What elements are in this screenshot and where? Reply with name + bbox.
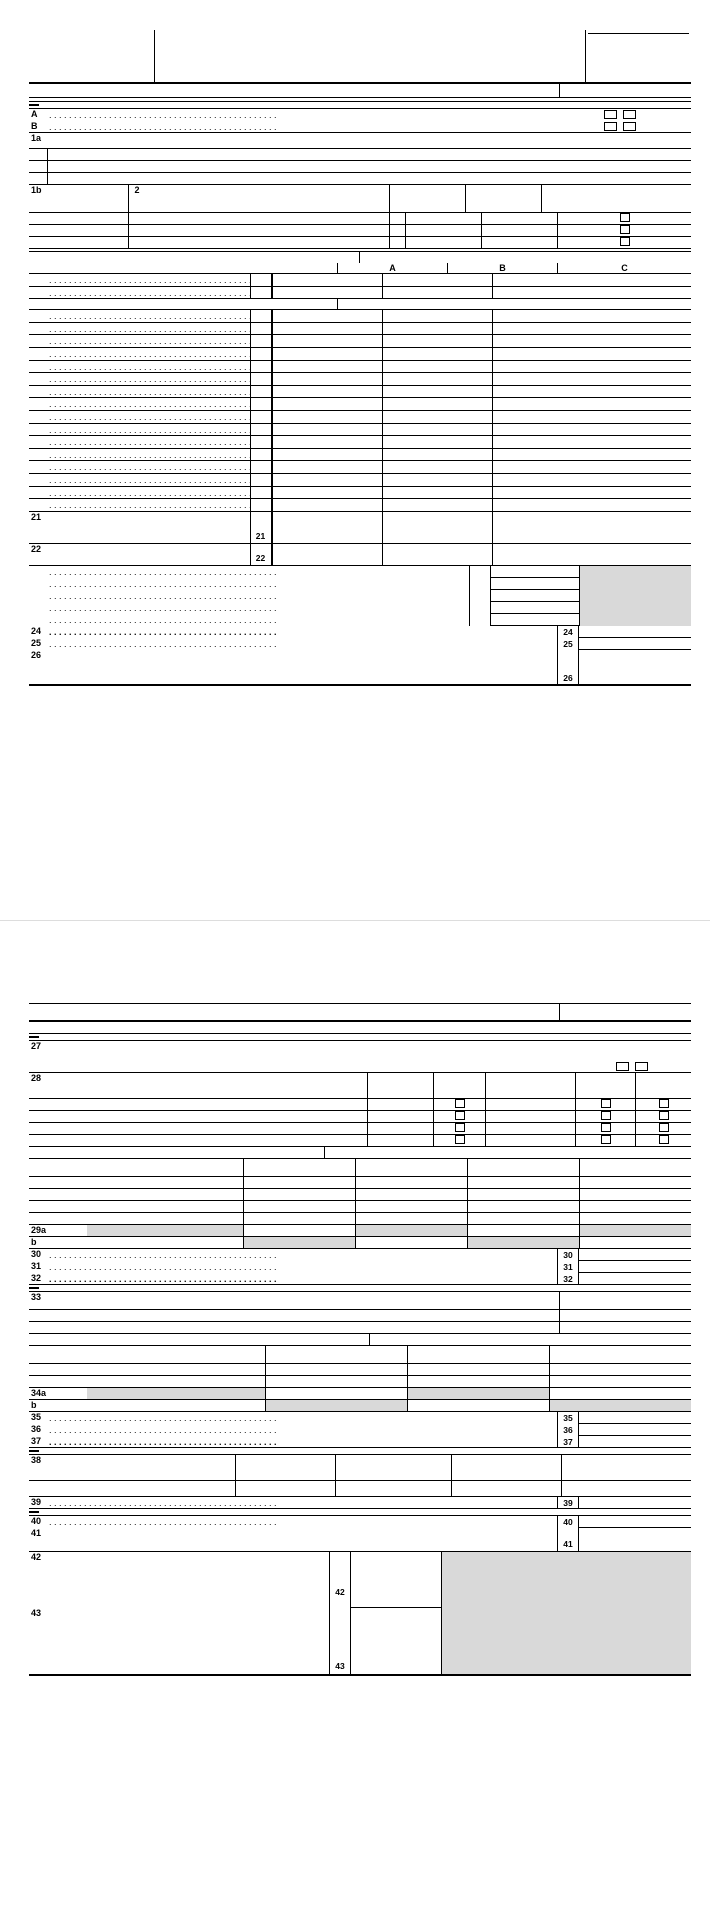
line-16-a[interactable]	[272, 449, 382, 461]
amount-input[interactable]	[265, 1376, 407, 1387]
line-22-a[interactable]	[272, 544, 382, 565]
line-b-no-checkbox[interactable]	[623, 122, 636, 131]
form-id-block	[29, 30, 155, 82]
line-43: 43 43	[29, 1608, 691, 1676]
line-33-row	[29, 1310, 691, 1322]
line-15-b[interactable]	[382, 436, 492, 448]
form-header	[29, 30, 691, 84]
line-28-row	[29, 1099, 691, 1111]
amount-input[interactable]	[467, 1177, 579, 1188]
not-at-risk-checkbox[interactable]	[659, 1111, 669, 1120]
foreign-partnership-checkbox[interactable]	[455, 1099, 465, 1108]
totals-row: 34a	[29, 1388, 691, 1400]
line-31-amount[interactable]	[579, 1261, 691, 1273]
partnership-name-input[interactable]	[47, 1111, 367, 1122]
line-35: 35 . . . 35	[29, 1412, 691, 1424]
line-22-c[interactable]	[492, 544, 692, 565]
line-17-a[interactable]	[272, 461, 382, 473]
part2-header	[29, 1034, 691, 1041]
amount-input[interactable]	[243, 1189, 355, 1200]
part3-columns-header	[29, 1346, 691, 1364]
total-input[interactable]	[87, 1400, 265, 1411]
line-33-header: 33	[29, 1292, 691, 1310]
line-38-income[interactable]	[561, 1481, 691, 1496]
amount-input[interactable]	[579, 1213, 691, 1224]
total-input	[467, 1237, 579, 1248]
line-19	[29, 487, 691, 500]
line-17-c[interactable]	[492, 461, 692, 473]
line-17-b[interactable]	[382, 461, 492, 473]
total-input[interactable]	[243, 1225, 355, 1236]
basis-computation-checkbox[interactable]	[601, 1099, 611, 1108]
line-38-excess[interactable]	[335, 1481, 451, 1496]
line-8-b[interactable]	[382, 348, 492, 360]
line-11-a[interactable]	[272, 386, 382, 398]
income-header: A B C	[29, 263, 691, 274]
total-input	[87, 1225, 243, 1236]
line-32: 32 . . . 32	[29, 1273, 691, 1285]
line-30: 30 . . . 30	[29, 1249, 691, 1261]
line-9-b[interactable]	[382, 361, 492, 373]
line-18-a[interactable]	[272, 474, 382, 486]
line-b-yes-checkbox[interactable]	[604, 122, 617, 131]
line-8-a[interactable]	[272, 348, 382, 360]
line-15	[29, 436, 691, 449]
line-14-a[interactable]	[272, 424, 382, 436]
line-23c-amount[interactable]	[491, 590, 579, 602]
property-type-row	[29, 237, 691, 249]
line-7	[29, 335, 691, 348]
personal-use-days-input[interactable]	[481, 225, 557, 236]
line-28-row	[29, 1135, 691, 1147]
page1-footer	[29, 686, 691, 688]
schedule-e-page-1	[29, 30, 691, 920]
amount-input[interactable]	[407, 1376, 549, 1387]
line-12-a[interactable]	[272, 398, 382, 410]
line-23c	[29, 590, 691, 602]
line-40-amount[interactable]	[579, 1516, 691, 1528]
line-25-amount[interactable]	[579, 638, 691, 650]
total-input[interactable]	[265, 1388, 407, 1399]
line-3-c[interactable]	[492, 274, 692, 286]
ein-input[interactable]	[485, 1111, 575, 1122]
expenses-header	[29, 299, 691, 310]
line-9-c[interactable]	[492, 361, 692, 373]
total-input[interactable]	[549, 1388, 691, 1399]
total-input[interactable]	[355, 1237, 467, 1248]
line-8	[29, 348, 691, 361]
line-b: B . . .	[29, 121, 691, 133]
qjv-checkbox[interactable]	[620, 225, 630, 234]
part2-columns-header	[29, 1159, 691, 1177]
estate-ein-input[interactable]	[559, 1310, 691, 1321]
estate-ein-input[interactable]	[559, 1322, 691, 1333]
ein-input[interactable]	[485, 1123, 575, 1134]
line-1a: 1a	[29, 133, 691, 149]
total-input	[549, 1400, 691, 1411]
line-30-amount[interactable]	[579, 1249, 691, 1261]
line-16-b[interactable]	[382, 449, 492, 461]
line-17	[29, 461, 691, 474]
line-28-header: 28	[29, 1073, 691, 1099]
total-input	[579, 1225, 691, 1236]
fair-rental-days-input[interactable]	[405, 213, 481, 224]
name-ssn-row	[29, 84, 691, 98]
part3-header	[29, 1285, 691, 1292]
line-35-amount[interactable]	[579, 1412, 691, 1424]
line-14-b[interactable]	[382, 424, 492, 436]
totals-row: 29a	[29, 1225, 691, 1237]
line-24-amount[interactable]	[579, 626, 691, 638]
line-23b-amount[interactable]	[491, 578, 579, 590]
estate-name-input[interactable]	[47, 1322, 559, 1333]
line-5-b[interactable]	[382, 310, 492, 322]
amount-input[interactable]	[47, 1201, 243, 1212]
line-42: 42 42	[29, 1552, 691, 1608]
amount-input[interactable]	[549, 1364, 691, 1375]
address-row	[29, 149, 691, 161]
line-13-c[interactable]	[492, 411, 692, 423]
line-15-c[interactable]	[492, 436, 692, 448]
amount-input[interactable]	[243, 1201, 355, 1212]
line-5-a[interactable]	[272, 310, 382, 322]
estate-name-input[interactable]	[47, 1310, 559, 1321]
ein-input[interactable]	[485, 1135, 575, 1146]
total-input	[265, 1400, 407, 1411]
ssn-field[interactable]	[559, 84, 691, 97]
line-38-entry	[29, 1481, 691, 1497]
properties-header	[29, 252, 691, 263]
qjv-checkbox[interactable]	[620, 213, 630, 222]
line-8-c[interactable]	[492, 348, 692, 360]
line-26: 26 26	[29, 650, 691, 686]
page2-ssn-field[interactable]	[559, 1004, 691, 1020]
qjv-checkbox[interactable]	[620, 237, 630, 246]
income-loss-row	[29, 1364, 691, 1376]
line-a-yes-checkbox[interactable]	[604, 110, 617, 119]
line-27-no-checkbox[interactable]	[635, 1062, 648, 1071]
fair-rental-days-input[interactable]	[405, 237, 481, 248]
amount-input[interactable]	[47, 1213, 243, 1224]
line-18	[29, 474, 691, 487]
line-19-a[interactable]	[272, 487, 382, 499]
line-13	[29, 411, 691, 424]
not-at-risk-checkbox[interactable]	[659, 1099, 669, 1108]
line-37: 37 . . . 37	[29, 1436, 691, 1448]
line-10	[29, 373, 691, 386]
line-33-row	[29, 1322, 691, 1334]
line-3-b[interactable]	[382, 274, 492, 286]
property-type-input[interactable]	[47, 225, 129, 236]
basis-computation-checkbox[interactable]	[601, 1135, 611, 1144]
line-18-b[interactable]	[382, 474, 492, 486]
line-26-amount[interactable]	[579, 650, 691, 684]
line-23b	[29, 578, 691, 590]
total-input[interactable]	[467, 1225, 579, 1236]
entity-type-input[interactable]	[367, 1111, 433, 1122]
amount-input[interactable]	[579, 1201, 691, 1212]
part1-label	[29, 104, 39, 106]
line-12-b[interactable]	[382, 398, 492, 410]
line-16-c[interactable]	[492, 449, 692, 461]
line-19-b[interactable]	[382, 487, 492, 499]
line-a: A . . .	[29, 109, 691, 121]
line-6-c[interactable]	[492, 323, 692, 335]
line-23e	[29, 614, 691, 626]
line-3-a[interactable]	[272, 274, 382, 286]
omb-number	[588, 32, 689, 34]
amount-input[interactable]	[47, 1364, 265, 1375]
income-loss-row	[29, 1177, 691, 1189]
partnership-name-input[interactable]	[47, 1135, 367, 1146]
line-38-header: 38	[29, 1455, 691, 1481]
line-36: 36 . . . 36	[29, 1424, 691, 1436]
line-14-c[interactable]	[492, 424, 692, 436]
line-11	[29, 386, 691, 399]
line-28-row	[29, 1111, 691, 1123]
income-loss-row	[29, 1189, 691, 1201]
income-loss-row	[29, 1376, 691, 1388]
not-at-risk-checkbox[interactable]	[659, 1135, 669, 1144]
totals-row: b	[29, 1400, 691, 1412]
entity-type-input[interactable]	[367, 1123, 433, 1134]
line-20-b[interactable]	[382, 499, 492, 511]
address-row	[29, 173, 691, 185]
line-19-c[interactable]	[492, 487, 692, 499]
line-5-c[interactable]	[492, 310, 692, 322]
line-22: 22 22	[29, 544, 691, 566]
line-6	[29, 323, 691, 336]
line-40: 40 . . . 40	[29, 1516, 691, 1528]
line-11-b[interactable]	[382, 386, 492, 398]
line-20-c[interactable]	[492, 499, 692, 511]
line-7-a[interactable]	[272, 335, 382, 347]
foreign-partnership-checkbox[interactable]	[455, 1111, 465, 1120]
basis-computation-checkbox[interactable]	[601, 1111, 611, 1120]
line-27: 27	[29, 1041, 691, 1073]
address-input[interactable]	[47, 149, 691, 160]
amount-input[interactable]	[47, 1376, 265, 1387]
line-4-a[interactable]	[272, 287, 382, 299]
line-38-name[interactable]	[29, 1481, 235, 1496]
line-14	[29, 424, 691, 437]
amount-input[interactable]	[355, 1213, 467, 1224]
line-23a-amount[interactable]	[491, 566, 579, 578]
property-type-row	[29, 213, 691, 225]
basis-computation-checkbox[interactable]	[601, 1123, 611, 1132]
line-38-ein[interactable]	[235, 1481, 335, 1496]
line-4-c[interactable]	[492, 287, 692, 299]
line-21-c[interactable]	[492, 512, 692, 543]
line-31: 31 . . . 31	[29, 1261, 691, 1273]
amount-input[interactable]	[549, 1376, 691, 1387]
line-11-c[interactable]	[492, 386, 692, 398]
line-3	[29, 274, 691, 287]
page2-name-row	[29, 1004, 691, 1022]
line-13-a[interactable]	[272, 411, 382, 423]
form-title-block	[155, 30, 585, 82]
total-input[interactable]	[87, 1237, 243, 1248]
property-type-row	[29, 225, 691, 237]
line-6-a[interactable]	[272, 323, 382, 335]
line-22-b[interactable]	[382, 544, 492, 565]
line-25: 25 . . . 25	[29, 638, 691, 650]
line-16	[29, 449, 691, 462]
part2-passive-header	[29, 1147, 691, 1159]
total-input	[355, 1225, 467, 1236]
address-row	[29, 161, 691, 173]
omb-block	[585, 30, 691, 82]
line-12-c[interactable]	[492, 398, 692, 410]
line-27-yes-checkbox[interactable]	[616, 1062, 629, 1071]
line-7-c[interactable]	[492, 335, 692, 347]
amount-input[interactable]	[579, 1189, 691, 1200]
total-input	[243, 1237, 355, 1248]
amount-input[interactable]	[355, 1189, 467, 1200]
income-loss-row	[29, 1213, 691, 1225]
amount-input[interactable]	[265, 1364, 407, 1375]
line-23a	[29, 566, 691, 578]
total-input	[407, 1388, 549, 1399]
line-38-taxable[interactable]	[451, 1481, 561, 1496]
line-15-a[interactable]	[272, 436, 382, 448]
line-5	[29, 310, 691, 323]
line-6-b[interactable]	[382, 323, 492, 335]
line-42-amount[interactable]	[351, 1552, 441, 1608]
caution	[29, 1022, 691, 1034]
line-20	[29, 499, 691, 512]
address-input[interactable]	[47, 161, 691, 172]
names-label	[29, 84, 559, 97]
line-43-amount[interactable]	[351, 1608, 441, 1674]
amount-input[interactable]	[47, 1177, 243, 1188]
part3-passive-header	[29, 1334, 691, 1346]
not-at-risk-checkbox[interactable]	[659, 1123, 669, 1132]
partnership-name-input[interactable]	[47, 1099, 367, 1110]
line-21: 21 21	[29, 512, 691, 544]
totals-row: b	[29, 1237, 691, 1249]
amount-input[interactable]	[407, 1364, 549, 1375]
amount-input[interactable]	[467, 1189, 579, 1200]
line-21-b[interactable]	[382, 512, 492, 543]
line-23e-amount[interactable]	[491, 614, 579, 626]
partnership-name-input[interactable]	[47, 1123, 367, 1134]
schedule-e-page-2	[29, 1002, 691, 1902]
fair-rental-days-input[interactable]	[405, 225, 481, 236]
line-36-amount[interactable]	[579, 1424, 691, 1436]
line-7-b[interactable]	[382, 335, 492, 347]
income-loss-row	[29, 1201, 691, 1213]
line-37-amount[interactable]	[579, 1436, 691, 1447]
amount-input[interactable]	[355, 1177, 467, 1188]
personal-use-days-input[interactable]	[481, 237, 557, 248]
line-9	[29, 361, 691, 374]
part4-header	[29, 1448, 691, 1455]
amount-input[interactable]	[355, 1201, 467, 1212]
foreign-partnership-checkbox[interactable]	[455, 1135, 465, 1144]
entity-type-input[interactable]	[367, 1099, 433, 1110]
line-21-a[interactable]	[272, 512, 382, 543]
total-input[interactable]	[579, 1237, 691, 1248]
line-4-b[interactable]	[382, 287, 492, 299]
line-9-a[interactable]	[272, 361, 382, 373]
line-24: 24 . . . 24	[29, 626, 691, 638]
page2-footer	[29, 1676, 691, 1678]
line-32-amount[interactable]	[579, 1273, 691, 1284]
foreign-partnership-checkbox[interactable]	[455, 1123, 465, 1132]
part5-header	[29, 1509, 691, 1516]
address-input[interactable]	[47, 173, 691, 184]
line-10-c[interactable]	[492, 373, 692, 385]
entity-type-input[interactable]	[367, 1135, 433, 1146]
amount-input[interactable]	[467, 1201, 579, 1212]
line-23d-amount[interactable]	[491, 602, 579, 614]
line-10-a[interactable]	[272, 373, 382, 385]
ein-input[interactable]	[485, 1099, 575, 1110]
line-39-amount[interactable]	[579, 1497, 691, 1508]
amount-input[interactable]	[579, 1177, 691, 1188]
property-type-input[interactable]	[47, 237, 129, 248]
amount-input[interactable]	[243, 1177, 355, 1188]
amount-input[interactable]	[467, 1213, 579, 1224]
line-23d	[29, 602, 691, 614]
line-10-b[interactable]	[382, 373, 492, 385]
line-13-b[interactable]	[382, 411, 492, 423]
amount-input[interactable]	[243, 1213, 355, 1224]
line-4	[29, 287, 691, 300]
property-type-input[interactable]	[47, 213, 129, 224]
total-input[interactable]	[407, 1400, 549, 1411]
personal-use-days-input[interactable]	[481, 213, 557, 224]
part1-header	[29, 102, 691, 109]
line-20-a[interactable]	[272, 499, 382, 511]
line-a-no-checkbox[interactable]	[623, 110, 636, 119]
page-gap	[0, 920, 710, 1002]
line-1b-header: 1b 2	[29, 185, 691, 213]
total-input	[87, 1388, 265, 1399]
amount-input[interactable]	[47, 1189, 243, 1200]
line-41: 41 41	[29, 1528, 691, 1552]
line-18-c[interactable]	[492, 474, 692, 486]
line-28-row	[29, 1123, 691, 1135]
line-12	[29, 398, 691, 411]
line-39: 39 . . . 39	[29, 1497, 691, 1509]
line-41-amount[interactable]	[579, 1528, 691, 1551]
